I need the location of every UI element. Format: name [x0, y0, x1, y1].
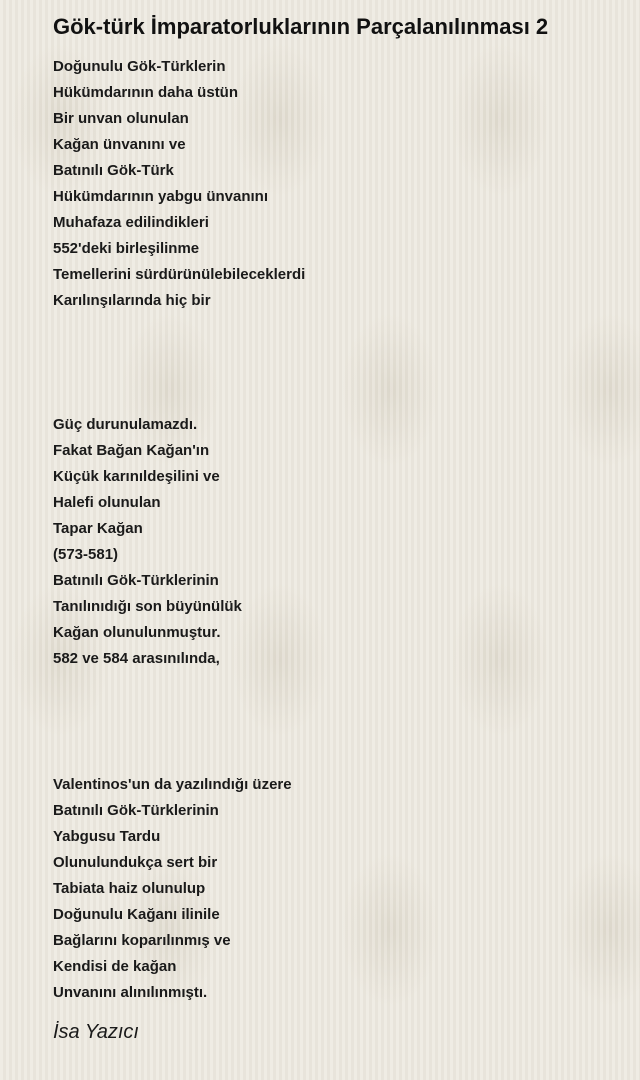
poem-title: Gök-türk İmparatorluklarının Parçalanılınması 2 [53, 14, 549, 39]
verse-line: Kendisi de kağan [53, 958, 177, 975]
verse-line: Batınılı Gök-Türklerinin [53, 802, 219, 819]
verse-line: Tapar Kağan [53, 520, 143, 537]
verse-line: Bir unvan olunulan [53, 110, 189, 127]
poem-author: İsa Yazıcı [53, 1021, 139, 1043]
verse-line: Doğunulu Gök-Türklerin [53, 58, 226, 75]
verse-line: 552'deki birleşilinme [53, 240, 200, 257]
verse-line: (573-581) [53, 546, 119, 563]
verse-line: Tanılınıdığı son büyünülük [53, 598, 242, 615]
verse-line: Güç durunulamazdı. [53, 416, 198, 433]
verse-line: Kağan ünvanını ve [53, 136, 186, 153]
verse-line: Kağan olunulunmuştur. [53, 624, 221, 641]
verse-line: Bağlarını koparılınmış ve [53, 932, 231, 949]
verse-line: Küçük karınıldeşilini ve [53, 468, 220, 485]
verse-line: Halefi olunulan [53, 494, 161, 511]
verse-line: Hükümdarının yabgu ünvanını [53, 188, 269, 205]
stanza-3 [53, 772, 292, 1006]
verse-line: Karılınşılarında hiç bir [53, 292, 211, 309]
verse-line: Tabiata haiz olunulup [53, 880, 206, 897]
stanza-2 [53, 412, 242, 672]
verse-line: Hükümdarının daha üstün [53, 84, 239, 101]
verse-line: Unvanını alınılınmıştı. [53, 984, 208, 1001]
verse-line: Muhafaza edilindikleri [53, 214, 209, 231]
stanza-1 [53, 54, 305, 314]
verse-line: Valentinos'un da yazılındığı üzere [53, 776, 292, 793]
verse-line: Doğunulu Kağanı ilinile [53, 906, 220, 923]
verse-line: Yabgusu Tardu [53, 828, 161, 845]
verse-line: Fakat Bağan Kağan'ın [53, 442, 210, 459]
verse-line: Batınılı Gök-Türklerinin [53, 572, 219, 589]
verse-line: Batınılı Gök-Türk [53, 162, 174, 179]
verse-line: Olunulundukça sert bir [53, 854, 218, 871]
verse-line: Temellerini sürdürünülebileceklerdi [53, 266, 306, 283]
verse-line: 582 ve 584 arasınılında, [53, 650, 220, 667]
